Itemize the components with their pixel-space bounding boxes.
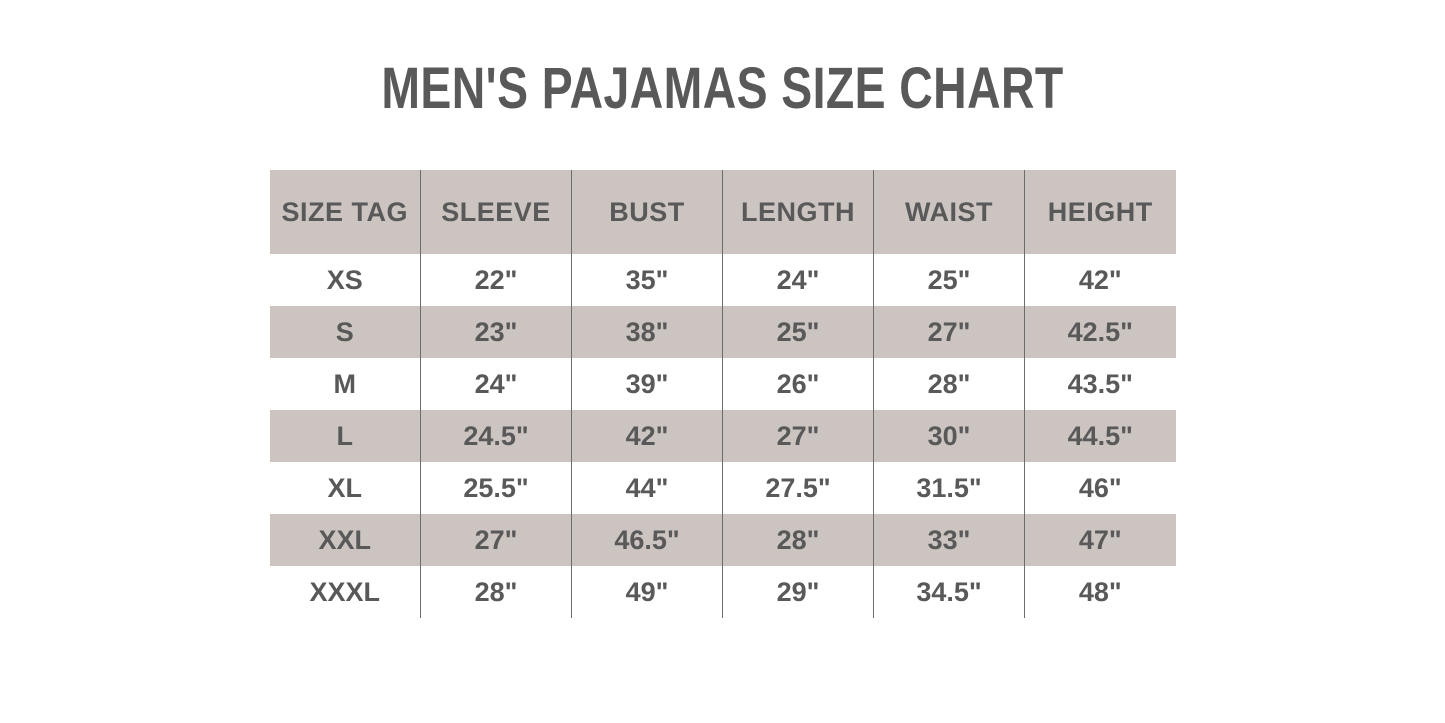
measurement-cell: 44" [572,462,723,514]
measurement-cell: 25.5" [421,462,572,514]
table-row-xxxl [270,566,1176,618]
measurement-cell: 25" [723,306,874,358]
measurement-cell: 39" [572,358,723,410]
measurement-cell: 42" [572,410,723,462]
table-row-xl [270,462,1176,514]
measurement-cell: 27" [874,306,1025,358]
measurement-cell: 49" [572,566,723,618]
size-tag-cell: XXL [270,514,421,566]
measurement-cell: 24.5" [421,410,572,462]
table-row-m [270,358,1176,410]
table-body [270,254,1176,618]
column-header-bust: BUST [572,170,723,254]
measurement-cell: 31.5" [874,462,1025,514]
measurement-cell: 33" [874,514,1025,566]
measurement-cell: 30" [874,410,1025,462]
column-header-length: LENGTH [723,170,874,254]
size-tag-cell: XL [327,472,362,503]
column-header-size-tag: SIZE TAG [270,170,421,254]
measurement-cell: 28" [421,566,572,618]
measurement-cell: 25" [874,254,1025,306]
size-tag-cell: L [270,410,421,462]
measurement-cell: 28" [723,514,874,566]
measurement-cell: 28" [874,358,1025,410]
table-header-row [270,170,1176,254]
table-row-s [270,306,1176,358]
measurement-cell: 44.5" [1025,410,1176,462]
table-row-l [270,410,1176,462]
measurement-cell: 46.5" [572,514,723,566]
measurement-cell: 35" [572,254,723,306]
measurement-cell: 27" [723,410,874,462]
measurement-cell: 43.5" [1025,358,1176,410]
measurement-cell: 23" [421,306,572,358]
measurement-cell: 48" [1025,566,1176,618]
size-tag-cell: M [333,368,356,399]
size-tag-cell: XXXL [309,576,381,607]
measurement-cell: 46" [1025,462,1176,514]
measurement-cell: 22" [421,254,572,306]
measurement-cell: 42.5" [1025,306,1176,358]
table-row-xs [270,254,1176,306]
table-row-xxl [270,514,1176,566]
measurement-cell: 47" [1025,514,1176,566]
measurement-cell: 34.5" [874,566,1025,618]
measurement-cell: 38" [572,306,723,358]
measurement-cell: 29" [723,566,874,618]
size-tag-cell: XS [326,264,363,295]
size-chart-table [270,170,1176,618]
measurement-cell: 42" [1025,254,1176,306]
column-header-waist: WAIST [874,170,1025,254]
measurement-cell: 27.5" [723,462,874,514]
column-header-height: HEIGHT [1025,170,1176,254]
column-header-sleeve: SLEEVE [421,170,572,254]
measurement-cell: 27" [421,514,572,566]
table-header [270,170,1176,254]
measurement-cell: 26" [723,358,874,410]
measurement-cell: 24" [421,358,572,410]
page-title: MEN'S PAJAMAS SIZE CHART [381,56,1064,121]
size-tag-cell: S [270,306,421,358]
measurement-cell: 24" [723,254,874,306]
